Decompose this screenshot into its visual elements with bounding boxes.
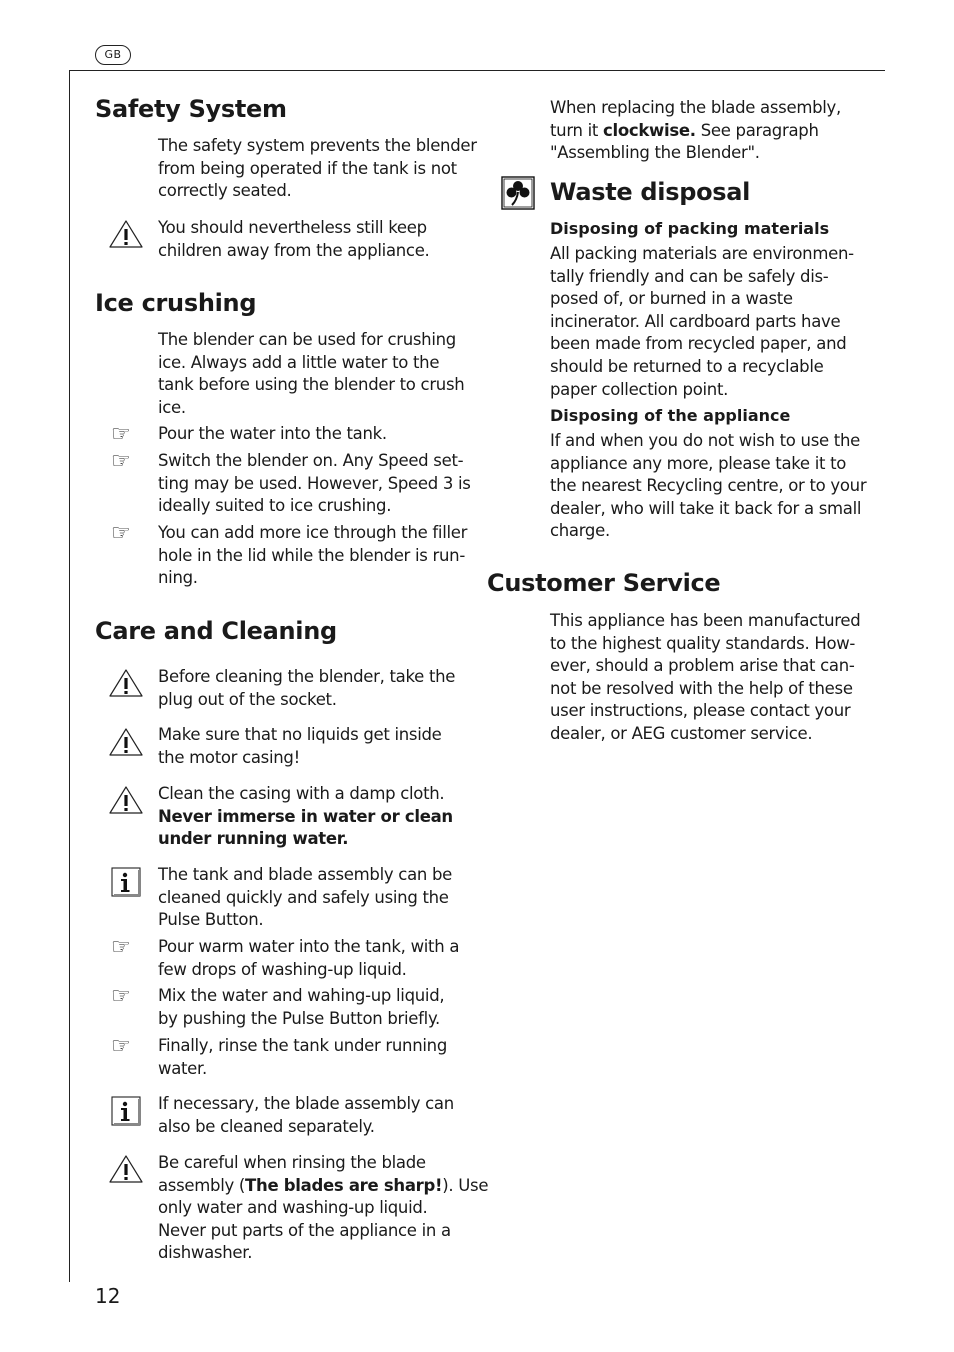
subheading-disposing-appliance: Disposing of the appliance <box>550 406 791 425</box>
pointing-hand-icon: ☞ <box>111 984 131 1009</box>
page-number: 12 <box>95 1284 121 1308</box>
ice-step-3: You can add more ice through the filler hole in the lid while the blender is run- ning. <box>158 523 468 588</box>
packing-paragraph: All packing materials are environmen- tally friendly and can be safely dis- posed of, or burned in a waste incinerator. All cardboard parts have been made from recycled paper, and should be returned to a recyclable paper collection point. <box>550 244 854 399</box>
warning-icon <box>108 219 144 249</box>
subheading-packing-materials: Disposing of packing materials <box>550 219 830 238</box>
ice-step-1: Pour the water into the tank. <box>158 424 387 443</box>
pointing-hand-icon: ☞ <box>111 449 131 474</box>
margin-rule <box>69 70 70 1282</box>
safety-warning: You should nevertheless still keep children away from the appliance. <box>158 218 430 260</box>
warning-icon <box>108 785 144 815</box>
ice-intro: The blender can be used for crushing ice. Always add a little water to the tank before using the blender to crush ice. <box>158 330 465 417</box>
section-title-ice-crushing: Ice crushing <box>95 289 257 317</box>
warning-icon <box>108 668 144 698</box>
care-step-1: Pour warm water into the tank, with a few drops of washing-up liquid. <box>158 937 460 979</box>
warning-icon <box>108 727 144 757</box>
care-warning-1: Before cleaning the blender, take the plug out of the socket. <box>158 667 456 709</box>
care-step-2: Mix the water and wahing-up liquid, by pushing the Pulse Button briefly. <box>158 986 445 1028</box>
care-info-2: If necessary, the blade assembly can also be cleaned separately. <box>158 1094 454 1136</box>
ice-step-2: Switch the blender on. Any Speed set- ting may be used. However, Speed 3 is ideally suited to ice crushing. <box>158 451 471 516</box>
care-step-3: Finally, rinse the tank under running water. <box>158 1036 447 1078</box>
care-warning-4: Be careful when rinsing the blade assembly (The blades are sharp!). Use only water and washing-up liquid. Never put parts of the appliance in a dishwasher. <box>158 1153 489 1263</box>
recycling-clover-icon <box>501 176 535 210</box>
safety-paragraph: The safety system prevents the blender from being operated if the tank is not correctly seated. <box>158 136 477 201</box>
customer-service-paragraph: This appliance has been manufactured to the highest quality standards. How- ever, should a problem arise that can- not be resolved with the help of these user instructions, please contact your dealer, or AEG customer service. <box>550 611 861 743</box>
info-icon <box>111 867 141 897</box>
section-title-care-and-cleaning: Care and Cleaning <box>95 617 337 645</box>
appliance-disposal-paragraph: If and when you do not wish to use the appliance any more, please take it to the nearest Recycling centre, or to your dealer, who will take it back for a small charge. <box>550 431 867 541</box>
section-title-waste-disposal: Waste disposal <box>550 178 751 206</box>
section-title-customer-service: Customer Service <box>487 569 721 597</box>
pointing-hand-icon: ☞ <box>111 935 131 960</box>
pointing-hand-icon: ☞ <box>111 422 131 447</box>
care-info-1: The tank and blade assembly can be cleaned quickly and safely using the Pulse Button. <box>158 865 453 930</box>
warning-icon <box>108 1154 144 1184</box>
header-rule <box>69 70 885 71</box>
country-badge: GB <box>95 45 131 65</box>
section-title-safety-system: Safety System <box>95 95 287 123</box>
pointing-hand-icon: ☞ <box>111 521 131 546</box>
replace-blade-paragraph: When replacing the blade assembly, turn it clockwise. See paragraph "Assembling the Blender". <box>550 98 841 163</box>
pointing-hand-icon: ☞ <box>111 1034 131 1059</box>
care-warning-3: Clean the casing with a damp cloth. Never immerse in water or clean under running water. <box>158 784 453 849</box>
care-warning-2: Make sure that no liquids get inside the motor casing! <box>158 725 442 767</box>
info-icon <box>111 1096 141 1126</box>
